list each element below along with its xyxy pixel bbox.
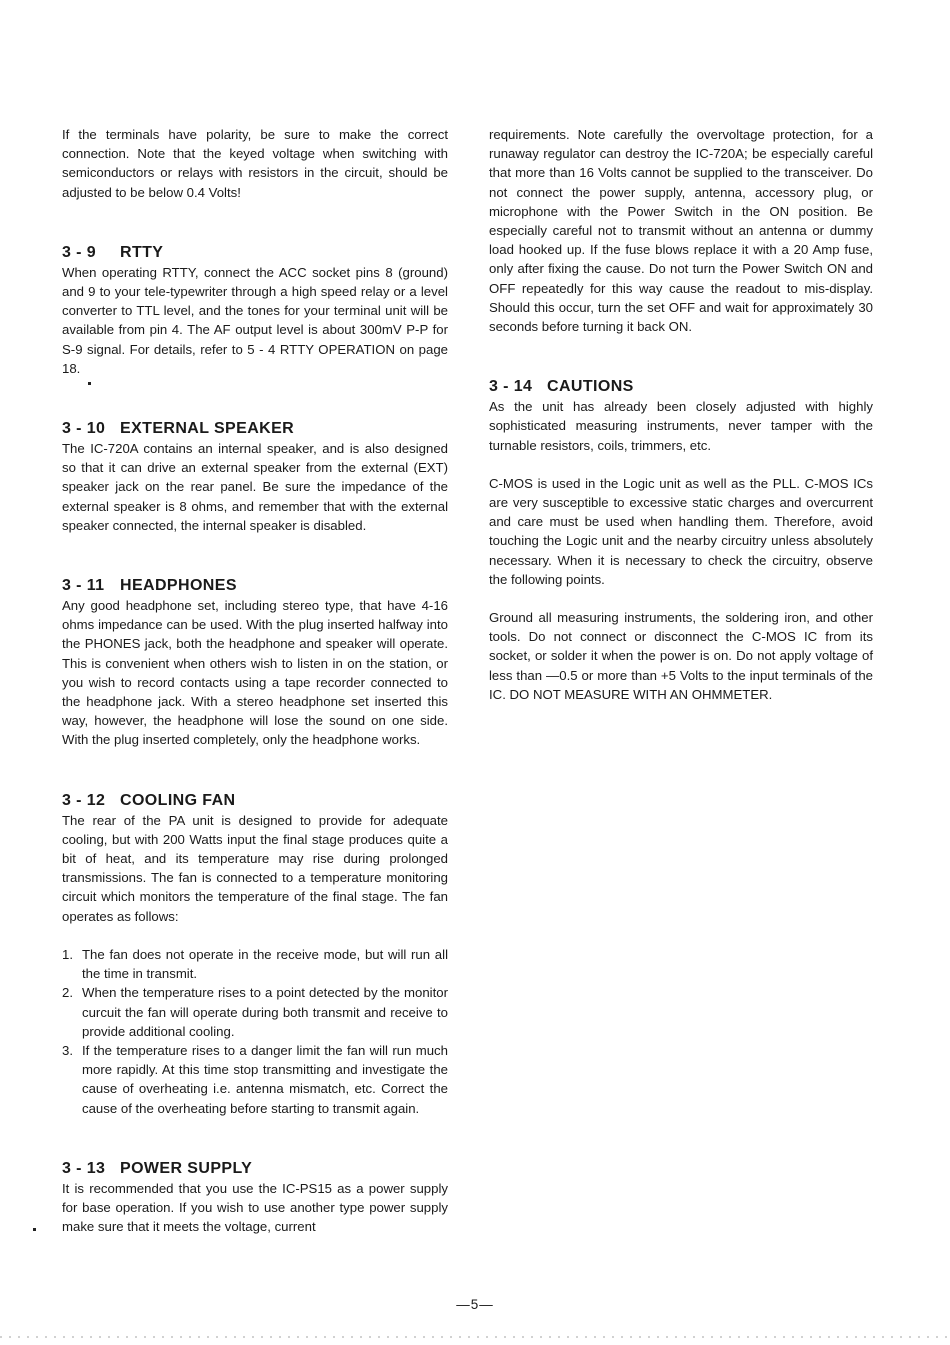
list-item-text: If the temperature rises to a danger limit the fan will run much more rapidly. At this time stop transmitting and investigate the cause of overheating i.e. antenna mismatch, etc. Correct the cause of the overheating before starting to transmit again. bbox=[82, 1042, 448, 1116]
power-supply-continued-paragraph: requirements. Note carefully the overvoltage protection, for a runaway regulator can destroy the IC-720A; be especially careful that more than 16 Volts cannot be supplied to the transceiver. Do not connect the power supply, antenna, accessory plug, or microphone with the Power Switch in the ON position. Be especially careful not to transmit without an antenna or dummy load hooked up. If the fuse blows replace it with a 20 Amp fuse, only after fixing the cause. Do not turn the Power Switch ON and OFF repeatedly for this way cause the readout to mis-display. Should this occur, turn the set OFF and wait for approximately 30 seconds before turning it back ON. bbox=[489, 127, 873, 335]
section-number: 3 - 11 bbox=[62, 577, 105, 595]
section-title: EXTERNAL SPEAKER bbox=[120, 420, 295, 438]
external-speaker-paragraph: The IC-720A contains an internal speaker, and is also designed so that it can drive an external speaker from the external (EXT) speaker jack on the rear panel. Be sure the impedance of the external speaker is 8 ohms, and remember that with the external speaker connected, the internal speaker is disabled. bbox=[62, 441, 448, 533]
stray-mark bbox=[33, 1228, 36, 1231]
section-heading-cooling-fan bbox=[62, 790, 448, 811]
spacer bbox=[62, 202, 448, 242]
section-title: HEADPHONES bbox=[120, 577, 237, 595]
spacer bbox=[62, 750, 448, 790]
list-item-text: The fan does not operate in the receive mode, but will run all the time in transmit. bbox=[82, 946, 448, 982]
list-item-number: 3. bbox=[62, 1042, 73, 1058]
spacer bbox=[62, 535, 448, 575]
fan-behavior-list bbox=[62, 945, 448, 1118]
spacer bbox=[62, 378, 448, 418]
spacer bbox=[62, 926, 448, 945]
spacer bbox=[489, 589, 873, 608]
power-supply-paragraph: It is recommended that you use the IC-PS15 as a power supply for base operation. If you wish to use another type power supply make sure that it meets the voltage, current bbox=[62, 1180, 448, 1235]
section-number: 3 - 12 bbox=[62, 791, 106, 809]
section-number: 3 - 14 bbox=[489, 378, 533, 396]
left-column bbox=[62, 125, 448, 1236]
list-item-number: 2. bbox=[62, 985, 73, 1001]
list-item-text: When the temperature rises to a point detected by the monitor curcuit the fan will operate during both transmit and receive to provide additional cooling. bbox=[82, 985, 448, 1039]
section-title: COOLING FAN bbox=[120, 791, 236, 809]
section-number: 3 - 10 bbox=[62, 420, 106, 438]
section-number: 3 - 9 bbox=[62, 243, 97, 261]
section-heading-external-speaker bbox=[62, 418, 448, 439]
list-item-number: 1. bbox=[62, 946, 73, 962]
section-heading-headphones bbox=[62, 575, 448, 596]
list-item bbox=[62, 945, 448, 983]
rtty-paragraph: When operating RTTY, connect the ACC socket pins 8 (ground) and 9 to your tele-typewriter through a high speed relay or a level converter to TTL level, and the tones for your terminal unit will be available from pin 4. The AF output level is about 300mV P-P for S-9 signal. For details, refer to 5 - 4 RTTY OPERATION on page 18. bbox=[62, 264, 448, 376]
list-item bbox=[62, 983, 448, 1041]
section-number: 3 - 13 bbox=[62, 1159, 106, 1177]
cooling-fan-paragraph: The rear of the PA unit is designed to provide for adequate cooling, but with 200 Watts input the final stage produces quite a bit of heat, and its temperature may rise during prolonged transmissions. The fan is connected to a temperature monitoring circuit which monitors the temperature of the final stage. The fan operates as follows: bbox=[62, 812, 448, 924]
list-item bbox=[62, 1041, 448, 1118]
section-title: RTTY bbox=[120, 243, 164, 261]
section-heading-cautions bbox=[489, 376, 873, 397]
cautions-paragraph-3: Ground all measuring instruments, the soldering iron, and other tools. Do not connect or disconnect the C-MOS IC from its socket, or solder it when the power is on. Do not apply voltage of less than —0.5 or more than +5 Volts to the input terminals of the IC. DO NOT MEASURE WITH AN OHMMETER. bbox=[489, 610, 873, 702]
section-heading-rtty bbox=[62, 242, 448, 263]
stray-mark bbox=[88, 382, 91, 385]
intro-paragraph: If the terminals have polarity, be sure to make the correct connection. Note that the keyed voltage when switching with semiconductors or relays with resistors in the circuit, should be adjusted to be below 0.4 Volts! bbox=[62, 127, 448, 200]
spacer bbox=[489, 336, 873, 376]
right-column bbox=[489, 125, 873, 704]
spacer bbox=[489, 455, 873, 474]
spacer bbox=[62, 1118, 448, 1158]
scan-edge-noise bbox=[0, 1336, 950, 1338]
cautions-paragraph-2: C-MOS is used in the Logic unit as well as the PLL. C-MOS ICs are very susceptible to excessive static charges and overcurrent and care must be used when handling them. Therefore, avoid touching the Logic unit and the nearby circuitry unless absolutely necessary. When it is necessary to check the circuitry, observe the following points. bbox=[489, 475, 873, 587]
headphones-paragraph: Any good headphone set, including stereo type, that have 4-16 ohms impedance can be used. With the plug inserted halfway into the PHONES jack, both the headphone and speaker will operate. This is convenient when others wish to listen in on the station, or you wish to record contacts using a tape recorder connected to the headphone jack. With a stereo headphone set inserted this way, however, the headphone will lose the sound on one side. With the plug inserted completely, only the headphone works. bbox=[62, 598, 448, 748]
page-number: —5— bbox=[456, 1297, 494, 1312]
section-title: CAUTIONS bbox=[547, 378, 634, 396]
section-heading-power-supply bbox=[62, 1158, 448, 1179]
section-title: POWER SUPPLY bbox=[120, 1159, 253, 1177]
cautions-paragraph-1: As the unit has already been closely adjusted with highly sophisticated measuring instruments, never tamper with the turnable resistors, coils, trimmers, etc. bbox=[489, 399, 873, 453]
